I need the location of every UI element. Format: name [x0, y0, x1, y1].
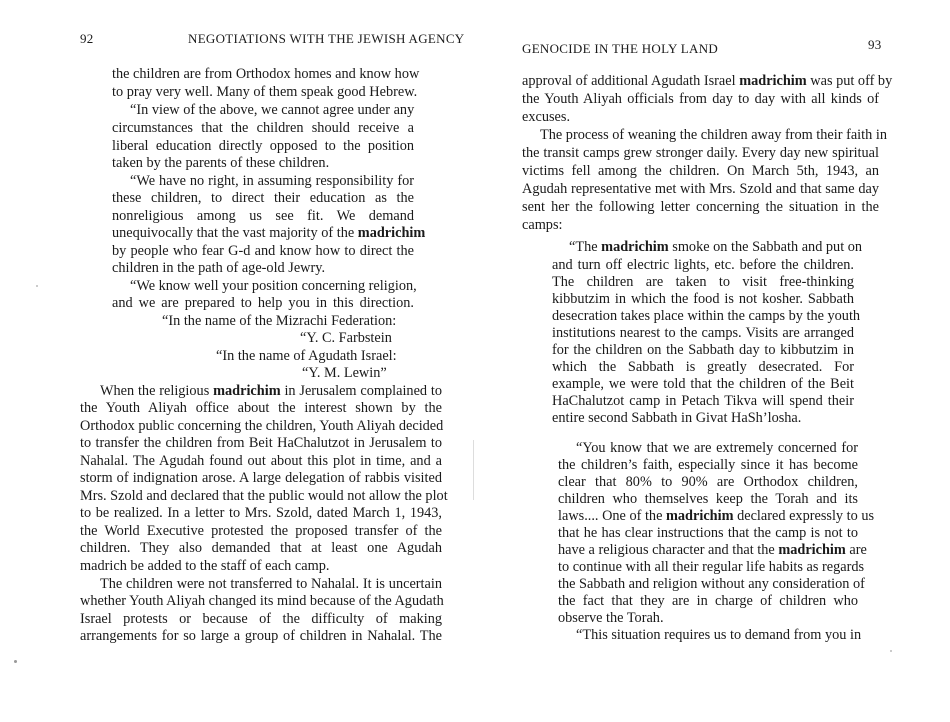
- text-line: the Sabbath and religion without any consideration of: [558, 576, 865, 592]
- text-line: storm of indignation arose. A large delegation of rabbis visited: [80, 470, 442, 486]
- text-line: by people who fear G-d and know how to direct the: [112, 243, 414, 259]
- text-line: children. They also demanded that at least one Agudah: [80, 540, 442, 556]
- left-page: [0, 0, 470, 722]
- text-line: The process of weaning the children away from their faith in: [540, 127, 887, 143]
- text-line: Orthodox public concerning the children, Youth Aliyah decided: [80, 418, 444, 434]
- signature-line: “Y. M. Lewin”: [302, 365, 387, 381]
- text-line: example, we were told that the children of the Beit: [552, 376, 854, 392]
- text-line: “In view of the above, we cannot agree under any: [130, 102, 415, 118]
- text-line: children in the path of age-old Jewry.: [112, 260, 326, 276]
- text-line: When the religious madrichim in Jerusalem complained to: [100, 383, 443, 399]
- text-line: camps:: [522, 217, 563, 233]
- text-line: children who themselves keep the Torah and its: [558, 491, 858, 507]
- text-line: madrich be added to the staff of each camp.: [80, 558, 330, 574]
- signature-line: “Y. C. Farbstein: [300, 330, 392, 346]
- text-line: “We have no right, in assuming responsibility for: [130, 173, 414, 189]
- text-line: taken by the parents of these children.: [112, 155, 330, 171]
- text-line: circumstances that the children should receive a: [112, 120, 414, 136]
- text-line: Agudah representative met with Mrs. Szold and that same day: [522, 181, 879, 197]
- text-line: The children are taken to visit free-thinking: [552, 274, 854, 290]
- page-number: 93: [868, 37, 882, 52]
- text-line: desecration takes place within the camps by the youth: [552, 308, 861, 324]
- term-madrichim: madrichim: [357, 225, 426, 241]
- signature-line: “In the name of the Mizrachi Federation:: [162, 313, 397, 329]
- text-line: Mrs. Szold and declared that the public would not allow the plot: [80, 488, 448, 504]
- text-line: to transfer the children from Beit HaChalutzot in Jerusalem to: [80, 435, 442, 451]
- text-line: that he has clear instructions that the camp is not to: [558, 525, 858, 541]
- text-line: the Youth Aliyah office about the interest shown by the: [80, 400, 442, 416]
- text-line: these children, to direct their education as the: [112, 190, 414, 206]
- text-line: and turn off electric lights, etc. before the children.: [552, 257, 854, 273]
- text-line: to pray very well. Many of them speak good Hebrew.: [112, 84, 418, 100]
- text-line: unequivocally that the vast majority of the madrichim: [112, 225, 426, 241]
- text-line: clear that 80% to 90% are Orthodox children,: [558, 474, 858, 490]
- text-line: to continue with all their regular life habits as regards: [558, 559, 865, 575]
- text-line: whether Youth Aliyah changed its mind because of the Agudath: [80, 593, 444, 609]
- right-page: [478, 0, 950, 722]
- text-line: excuses.: [522, 109, 571, 125]
- text-line: liberal education directly opposed to the position: [112, 138, 414, 154]
- text-line: Israel protests or because of the difficulty of making: [80, 611, 442, 627]
- page-number: 92: [80, 31, 94, 46]
- term-madrichim: madrichim: [739, 73, 807, 89]
- text-line: approval of additional Agudath Israel madrichim was put off by: [522, 73, 893, 89]
- text-line: the children’s faith, especially since it has become: [558, 457, 858, 473]
- text-line: laws.... One of the madrichim declared expressly to us: [558, 508, 875, 524]
- running-head: NEGOTIATIONS WITH THE JEWISH AGENCY: [188, 31, 465, 46]
- text-line: the fact that they are in charge of children who: [558, 593, 858, 609]
- term-madrichim: madrichim: [601, 239, 669, 255]
- scan-speck: [890, 650, 892, 652]
- text-line: the World Executive protested the proposed transfer of the: [80, 523, 442, 539]
- text-line: the transit camps grew stronger daily. Every day new spiritual: [522, 145, 879, 161]
- text-line: The children were not transferred to Nahalal. It is uncertain: [100, 576, 442, 592]
- text-line: arrangements for so large a group of children in Nahalal. The: [80, 628, 442, 644]
- scan-speck: [14, 660, 17, 663]
- running-head: GENOCIDE IN THE HOLY LAND: [522, 41, 719, 56]
- text-line: “The madrichim smoke on the Sabbath and put on: [569, 239, 863, 255]
- text-line: HaChalutzot camp in Petach Tikva will spend their: [552, 393, 854, 409]
- text-line: have a religious character and that the madrichim are: [558, 542, 867, 558]
- text-line: Nahalal. The Agudah found out about this plot in time, and a: [80, 453, 442, 469]
- text-line: observe the Torah.: [558, 610, 664, 626]
- text-line: the children are from Orthodox homes and know how: [112, 66, 420, 82]
- text-line: to be realized. In a letter to Mrs. Szold, dated March 1, 1943,: [80, 505, 442, 521]
- text-line: sent her the following letter concerning the situation in the: [522, 199, 879, 215]
- text-line: institutions nearest to the camps. Visits are arranged: [552, 325, 854, 341]
- text-line: kibbutzim in which the food is not kosher. Sabbath: [552, 291, 854, 307]
- term-madrichim: madrichim: [778, 542, 846, 558]
- text-line: “You know that we are extremely concerned for: [576, 440, 858, 456]
- term-madrichim: madrichim: [666, 508, 734, 524]
- gutter-shadow: [473, 440, 474, 500]
- text-line: the Youth Aliyah officials from day to day with all kinds of: [522, 91, 879, 107]
- text-line: which the Sabbath is greatly desecrated. For: [552, 359, 854, 375]
- signature-line: “In the name of Agudath Israel:: [216, 348, 397, 364]
- text-line: and we are prepared to help you in this direction.: [112, 295, 414, 311]
- text-line: nonreligious among us see fit. We demand: [112, 208, 414, 224]
- text-line: entire second Sabbath in Givat HaSh’losha.: [552, 410, 802, 426]
- text-line: “We know well your position concerning religion,: [130, 278, 417, 294]
- text-line: “This situation requires us to demand from you in: [576, 627, 862, 643]
- scan-speck: [36, 285, 38, 287]
- term-madrichim: madrichim: [213, 383, 281, 399]
- text-line: for the children on the Sabbath day to kibbutzim in: [552, 342, 854, 358]
- text-line: victims fell among the children. On March 5th, 1943, an: [522, 163, 879, 179]
